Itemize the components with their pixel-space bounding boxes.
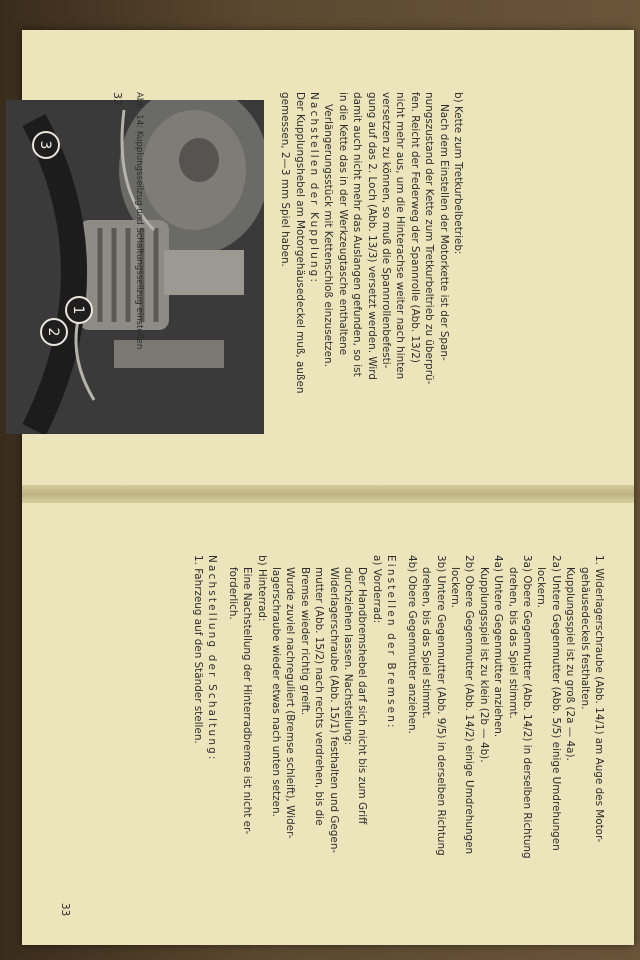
shift-line: 1. Fahrzeug auf den Ständer stellen.: [192, 555, 205, 744]
page-32-content: [37, 92, 464, 452]
front-brake-line: Der Handbremshebel darf sich nicht bis zum Griff: [356, 567, 369, 825]
front-brake-line: Wurde zuviel nachreguliert (Bremse schleift), Wider-: [284, 567, 297, 839]
step-line: 3b) Untere Gegenmutter (Abb. 9/5) in derselben Richtung: [434, 555, 447, 856]
front-brake-line: lagerschraube wieder etwas nach unten setzen.: [270, 567, 283, 817]
open-booklet: [22, 30, 634, 945]
chain-line: Nach dem Einstellen der Motorkette ist der Span-: [437, 104, 450, 361]
rear-brake-line: forderlich.: [226, 567, 239, 620]
step-line: 2b) Obere Gegenmutter (Abb. 14/2) einige Umdrehungen: [463, 555, 476, 855]
page-number-32: 32: [111, 92, 124, 106]
shift-heading: Nachstellung der Schaltung:: [206, 555, 219, 762]
page-32-text: [278, 92, 465, 442]
front-brake-line: mutter (Abb. 15/2) nach rechts verdrehen, bis die: [313, 567, 326, 826]
marker-3: 3: [37, 140, 53, 150]
chain-line: Verlängerungsstück mit Kettenschloß einzusetzen.: [322, 104, 335, 367]
step-line: lockern.: [448, 567, 461, 608]
step-line: lockern.: [535, 567, 548, 608]
front-brake-line: Bremse wieder richtig greift.: [298, 567, 311, 716]
booklet-spine: [22, 485, 634, 503]
coupling-line: Der Kupplungshebel am Motorgehäusedeckel muß, außen: [293, 92, 306, 394]
coupling-line: gemessen, 2—3 mm Spiel haben.: [279, 92, 292, 267]
marker-2: 2: [45, 327, 61, 337]
chain-line: gung auf das 2. Loch (Abb. 13/3) versetzt werden. Wird: [365, 92, 378, 380]
chain-line: fen. Reicht der Federweg der Spannrolle (Abb. 13/2): [408, 92, 421, 363]
step-line: 3a) Obere Gegenmutter (Abb. 14/2) in derselben Richtung: [520, 555, 533, 859]
step-line: drehen, bis das Spiel stimmt.: [506, 567, 519, 719]
marker-1: 1: [70, 305, 86, 315]
chain-line: in die Kette das in der Werkzeugtasche enthaltene: [336, 92, 349, 356]
chain-line: nungszustand der Kette zum Tretkurbeltrieb zu überprü-: [423, 92, 436, 385]
figure-caption: Abb. 14: Kupplungsseilzug und Schaltungsseilzug einstellen: [134, 92, 144, 350]
page-33-footer: [52, 903, 72, 943]
chain-line: versetzen zu können, so muß die Spannrollenbefesti-: [379, 92, 392, 369]
step-line: drehen, bis das Spiel stimmt.: [420, 567, 433, 719]
page-33: [22, 503, 634, 945]
chain-line: nicht mehr aus, um die Hinterachse weiter nach hinten: [394, 92, 407, 380]
step-line: Kupplungsspiel ist zu klein (2b — 4b).: [477, 567, 490, 763]
chain-heading: b) Kette zum Tretkurbelbetrieb:: [452, 92, 464, 255]
front-brake-heading: a) Vorderrad:: [370, 555, 383, 624]
coupling-heading: Nachstellen der Kupplung:: [307, 92, 320, 285]
page-number-33: 33: [59, 903, 71, 917]
chain-line: damit auch nicht mehr das Auslangen gefunden, so ist: [351, 92, 364, 377]
step-line: Kupplungsspiel ist zu groß (2a — 4a).: [564, 567, 577, 761]
step-line: 1. Widerlagerschraube (Abb. 14/1) am Auge des Motor-: [593, 555, 605, 843]
front-brake-line: Widerlagerschraube (Abb. 15/1) festhalten und Gegen-: [327, 567, 340, 854]
rear-brake-heading: b) Hinterrad:: [255, 555, 268, 622]
step-line: 4a) Untere Gegenmutter anziehen.: [492, 555, 505, 738]
page-32: [22, 30, 634, 485]
brakes-heading: Einstellen der Bremsen:: [385, 555, 398, 730]
step-line: 4b) Obere Gegenmutter anziehen.: [405, 555, 418, 734]
front-brake-line: durchziehen lassen. Nachstellung:: [342, 567, 355, 746]
page-33-content: [186, 555, 606, 915]
rear-brake-line: Eine Nachstellung der Hinterradbremse ist nicht er-: [241, 567, 254, 835]
step-line: 2a) Untere Gegenmutter (Abb. 5/5) einige Umdrehungen: [549, 555, 562, 851]
step-line: gehäusedeckels festhalten.: [578, 567, 591, 710]
